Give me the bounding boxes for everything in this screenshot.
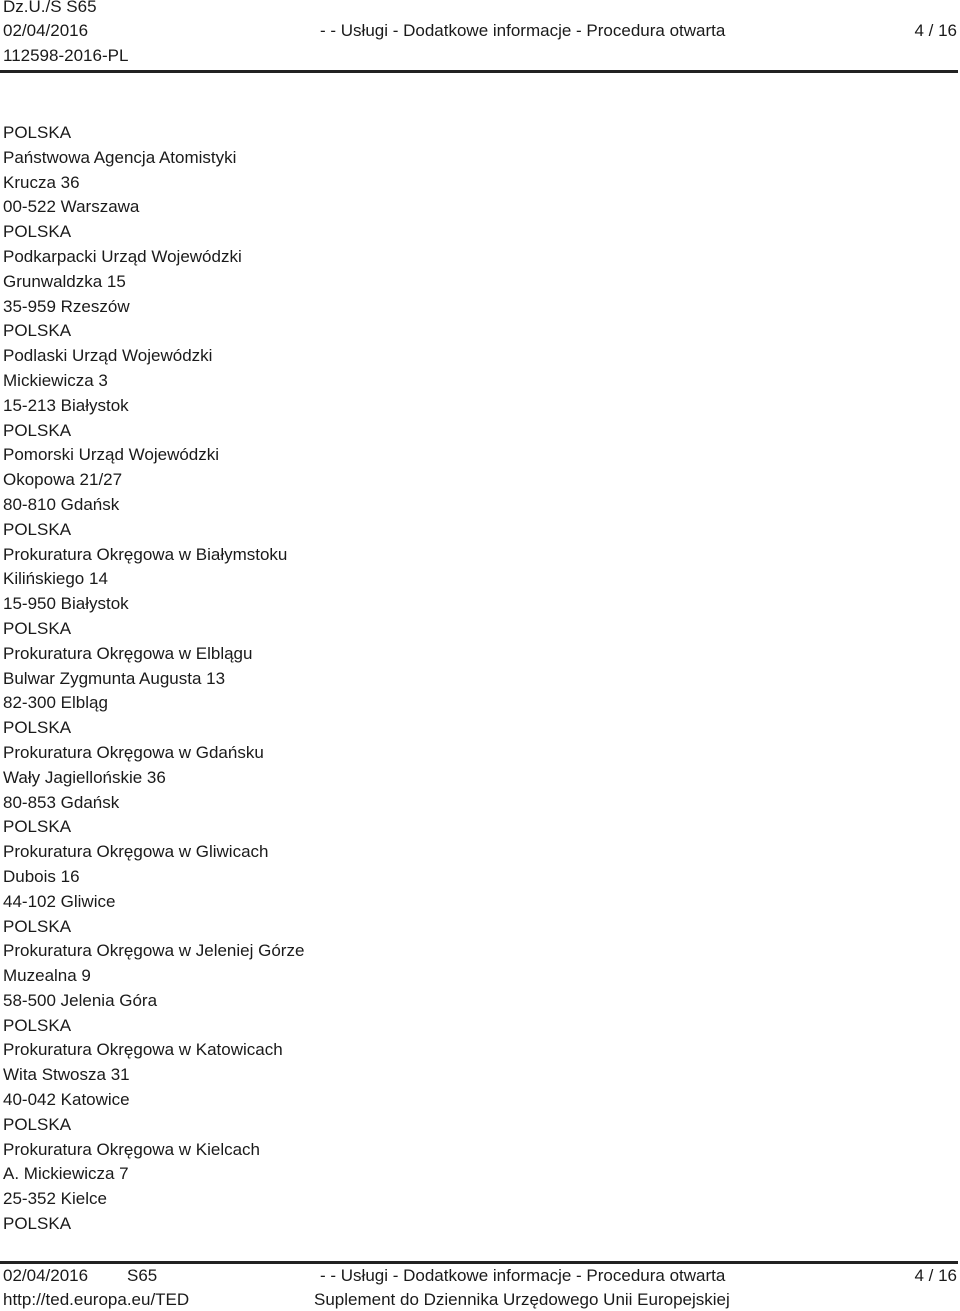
address-line: 82-300 Elbląg: [3, 693, 108, 713]
address-line: Kilińskiego 14: [3, 569, 108, 589]
address-line: Okopowa 21/27: [3, 470, 123, 490]
address-line: Prokuratura Okręgowa w Gdańsku: [3, 742, 264, 762]
address-line: 15-213 Białystok: [3, 395, 129, 415]
address-line: Państwowa Agencja Atomistyki: [3, 147, 237, 167]
address-line: POLSKA: [3, 618, 72, 638]
address-line: 15-950 Białystok: [3, 594, 129, 614]
address-line: POLSKA: [3, 1214, 72, 1234]
address-line: Grunwaldzka 15: [3, 271, 126, 291]
address-line: Prokuratura Okręgowa w Katowicach: [3, 1040, 283, 1060]
address-line: Bulwar Zygmunta Augusta 13: [3, 668, 226, 688]
address-line: Muzealna 9: [3, 966, 91, 986]
address-line: POLSKA: [3, 916, 72, 936]
address-line: POLSKA: [3, 519, 72, 539]
footer-supplement: Suplement do Dziennika Urzędowego Unii Europejskiej: [314, 1290, 730, 1309]
address-line: POLSKA: [3, 718, 72, 738]
address-line: POLSKA: [3, 817, 72, 837]
address-line: Prokuratura Okręgowa w Białymstoku: [3, 544, 288, 564]
address-line: Pomorski Urząd Wojewódzki: [3, 445, 220, 465]
address-line: POLSKA: [3, 321, 72, 341]
address-line: 40-042 Katowice: [3, 1090, 130, 1110]
header-date: 02/04/2016: [3, 21, 89, 40]
journal-reference: Dz.U./S S65: [3, 0, 97, 16]
address-line: A. Mickiewicza 7: [3, 1164, 129, 1184]
address-line: POLSKA: [3, 1114, 72, 1134]
address-line: 80-853 Gdańsk: [3, 792, 120, 812]
address-line: 58-500 Jelenia Góra: [3, 990, 158, 1010]
address-line: Wały Jagiellońskie 36: [3, 767, 166, 787]
address-line: Mickiewicza 3: [3, 370, 108, 390]
document-id: 112598-2016-PL: [3, 46, 129, 65]
address-list: [3, 121, 304, 1237]
footer-series: S65: [127, 1266, 158, 1285]
address-line: 35-959 Rzeszów: [3, 296, 130, 316]
address-line: POLSKA: [3, 420, 72, 440]
address-line: Prokuratura Okręgowa w Kielcach: [3, 1139, 261, 1159]
header-page-number: 4 / 16: [914, 21, 957, 40]
footer-divider: [0, 1261, 958, 1264]
address-line: Prokuratura Okręgowa w Jeleniej Górze: [3, 941, 305, 961]
address-line: Podlaski Urząd Wojewódzki: [3, 346, 213, 366]
address-line: 44-102 Gliwice: [3, 891, 116, 911]
address-line: Prokuratura Okręgowa w Gliwicach: [3, 842, 269, 862]
address-line: 25-352 Kielce: [3, 1189, 107, 1209]
header-divider: [0, 70, 958, 73]
footer-url: http://ted.europa.eu/TED: [3, 1290, 190, 1309]
address-line: Podkarpacki Urząd Wojewódzki: [3, 246, 242, 266]
address-line: 00-522 Warszawa: [3, 197, 140, 217]
page-header: [0, 0, 960, 74]
address-line: Prokuratura Okręgowa w Elblągu: [3, 643, 253, 663]
address-line: Dubois 16: [3, 866, 80, 886]
address-line: POLSKA: [3, 1015, 72, 1035]
footer-date: 02/04/2016: [3, 1266, 89, 1285]
address-line: Wita Stwosza 31: [3, 1065, 130, 1085]
address-line: 80-810 Gdańsk: [3, 494, 120, 514]
address-line: POLSKA: [3, 222, 72, 242]
address-line: POLSKA: [3, 123, 72, 142]
header-section-title: - - Usługi - Dodatkowe informacje - Procedura otwarta: [320, 21, 726, 40]
footer-section-title: - - Usługi - Dodatkowe informacje - Procedura otwarta: [320, 1266, 726, 1285]
address-line: Krucza 36: [3, 172, 80, 192]
footer-page-number: 4 / 16: [914, 1266, 957, 1285]
